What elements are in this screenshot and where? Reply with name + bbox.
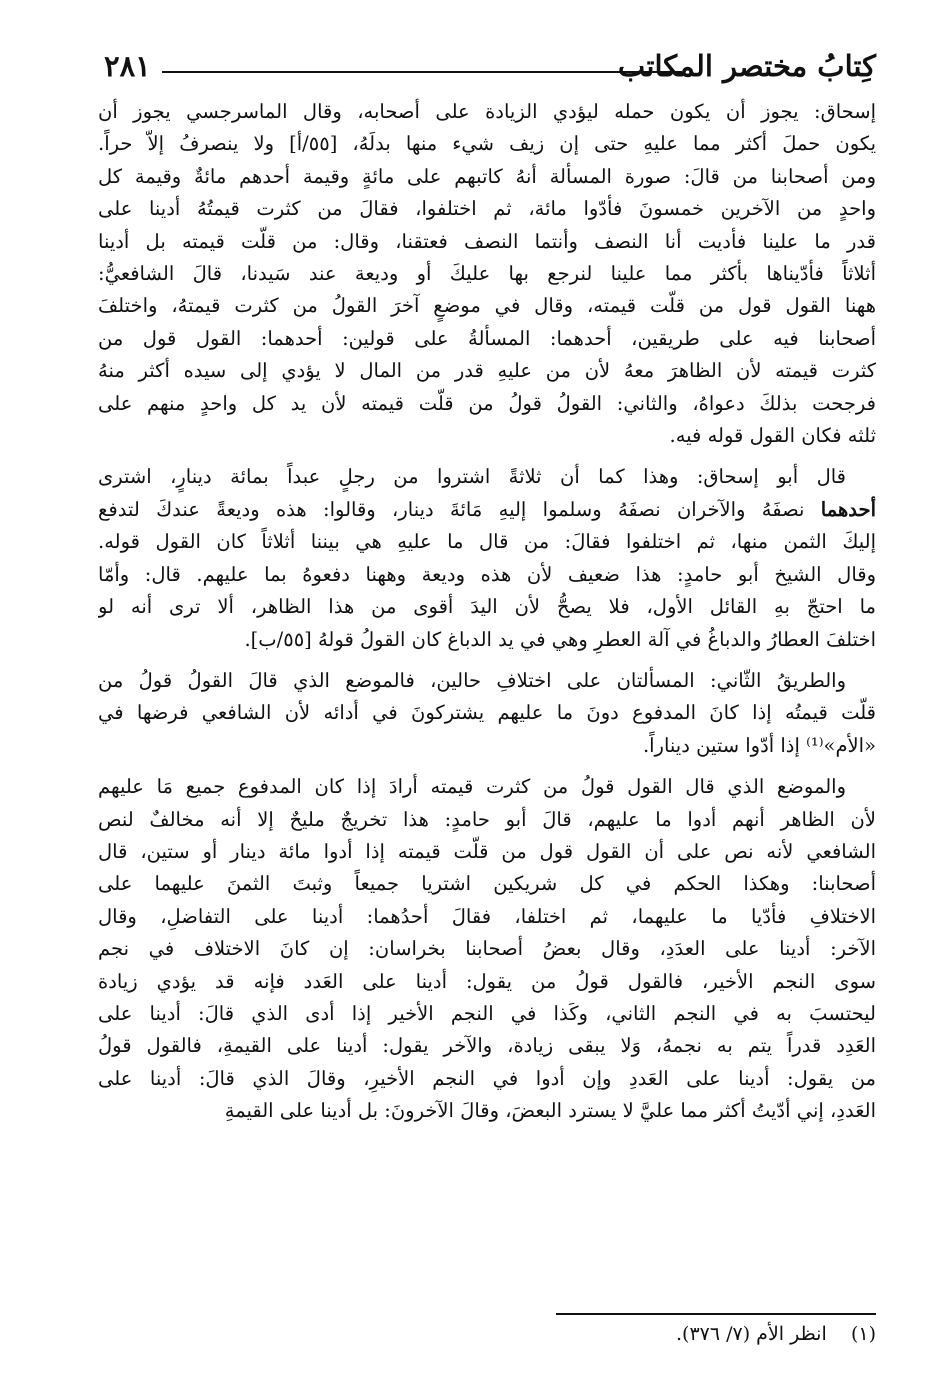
text-line: الشافعي لأنه نص على أن القول قول من قلّت قيمته إذا أدوا مائة دينار أو ستين، قال <box>98 839 876 863</box>
text-line: كثرت قيمته لأن الظاهرَ معهُ لأن من عليهِ قدر من المال لا يؤدي إلى سيده أكثر منهُ <box>98 359 876 383</box>
header-rule <box>162 71 682 73</box>
text-line: سوى النجم الأخير، فالقول قولُ من يقول: أدينا على العَدد فإنه قد يؤدي زيادة <box>98 969 876 993</box>
text-line: «الأم»⁽¹⁾ إذا أدّوا ستين ديناراً. <box>642 733 876 757</box>
paragraph <box>98 665 876 762</box>
text-line: والموضع الذي قال القول قولُ من كثرت قيمته أرادَ إذا كان المدفوع جميع مَا عليهم <box>98 775 846 799</box>
bold-term: أحدهما <box>820 497 876 521</box>
text-line: ما احتجّ بهِ القائل الأول، فلا يصحُّ لأن اليدَ أقوى من هذا الظاهر، ألا ترى أنه لو <box>98 595 876 619</box>
text-line: قدر ما علينا فأديت أنا النصف وأنتما النصف فعتقنا، وقال: من قلّت قيمته بل أدينا <box>98 229 876 253</box>
body-text <box>98 96 876 1128</box>
text-line: أصحابنا فيه على طريقين، أحدهما: المسألةُ على قولين: أحدهما: القول قول من <box>98 326 876 350</box>
text-line: أحدهما نصفَهُ والآخران نصفَهُ وسلموا إليهِ مَائةَ دينار، وقالوا: هذه وديعةً عندكَ لتدفع <box>98 497 876 521</box>
text-line: العَدِد قدراً يتم به نجمهُ، وَلا يبقى زيادة، والآخر يقول: أدينا على القيمةِ، فالقول قولُ <box>98 1034 876 1058</box>
text-line: لأن الظاهر أنهم أدوا ما عليهم، قالَ أبو حامدٍ: هذا تخريجٌ مليحٌ إلا أنه مخالفٌ لنص <box>98 807 876 831</box>
text-line: ههنا القول قول من قلّت قيمته، وقال في موضعٍ آخرَ القولُ من كثرت قيمتهُ، واختلفَ <box>98 294 876 318</box>
text-line: فرجحت بذلكَ دعواهُ، والثاني: القولُ قولُ من قلّت قيمته لأن يد كل واحدٍ منهم على <box>98 391 876 415</box>
paragraph <box>98 771 876 1127</box>
text-line: العَددِ، إني أدّيتُ أكثر مما عليَّ لا يسترد البعضَ، وقالَ الآخرونَ: بل أدينا على القيمةِ <box>224 1099 876 1123</box>
text-line: الاختلافِ فأدّيا ما عليهما، ثم اختلفا، فقالَ أحدُهما: أدينا على التفاضلِ، وقال <box>98 904 876 928</box>
footnote-marker: (١) <box>850 1323 876 1345</box>
text-line: أثلاثاً فأدّيناها بأكثر مما علينا لنرجع بها عليكَ أو وديعة عند سَيدنا، قالَ الشافعيُّ: <box>98 262 876 286</box>
text-line: والطريقُ الثّاني: المسألتان على اختلافِ حالين، فالموضع الذي قالَ القولُ قولُ من <box>98 668 846 692</box>
text-line: إليكَ الثمن منها، ثم اختلفوا فقالَ: من قال ما عليهِ هي بيننا أثلاثاً كان القول قوله. <box>98 530 876 554</box>
text-line: قال أبو إسحاق: وهذا كما أن ثلاثةً اشتروا من رجلٍ عبداً بمائة دينارٍ، اشترى <box>98 465 846 489</box>
text-line: قلّت قيمتُه إذا كانَ المدفوع دونَ ما عليهم يشتركونَ في أدائه لأن الشافعي فرضها في <box>98 701 876 725</box>
text-line: يكون حملَ أكثر مما عليهِ حتى إن زيف شيء منها بدلَهُ، [٥٥/أ] ولا ينصرفُ إلاّ حراً. <box>98 132 876 156</box>
text-line: ليحتسبَ به في النجم الثاني، وكَذا في النجم الأخير إذا أدى الذي قالَ: أدينا على <box>98 1001 876 1025</box>
text-line: أصحابنا: وهكذا الحكم في كل شريكين اشتريا جميعاً وثبتَ الثمنَ عليهما على <box>98 872 876 896</box>
footnote-text: انظر الأم (٧/ ٣٧٦). <box>675 1323 827 1345</box>
footnote-rule <box>556 1313 876 1315</box>
text-line: إسحاق: يجوز أن يكون حمله ليؤدي الزيادة على أصحابه، وقال الماسرجسي يجوز أن <box>98 100 876 123</box>
text-line: اختلفَ العطارُ والدباغُ في آلة العطرِ وهي في يد الدباغ كان القولُ قولهُ [٥٥/ب]. <box>244 627 876 651</box>
text-line: ثلثه فكان القول قوله فيه. <box>669 424 876 448</box>
text-line: من يقول: أدينا على العَددِ وإن أدوا في النجم الأخيرِ، وقالَ الذي قالَ: أدينا على <box>98 1066 876 1090</box>
page-number: ٢٨١ <box>104 49 151 83</box>
text-line: وقال الشيخ أبو حامدٍ: هذا ضعيف لأن هذه وديعة وههنا دفعوهُ بما عليهم. قال: وأمّا <box>98 562 876 586</box>
footnote <box>520 1318 876 1350</box>
text-line: الآخر: أدينا على العدَدِ، وقال بعضُ أصحابنا بخراسان: إن كانَ الاختلاف في نجم <box>98 937 876 961</box>
running-header <box>98 44 876 90</box>
text-line: واحدٍ من الآخرين خمسونَ فأدّوا مائة، ثم اختلفوا، فقالَ من كثرت قيمتُهُ أدينا على <box>98 197 876 221</box>
text-line: ومن أصحابنا من قالَ: صورة المسألة أنهُ كاتبهم على مائةٍ وقيمة أحدهم مائةٌ وقيمة كل <box>98 164 876 188</box>
paragraph <box>98 96 876 452</box>
book-title: كِتابُ مختصر المكاتب <box>617 49 876 83</box>
paragraph <box>98 461 876 655</box>
